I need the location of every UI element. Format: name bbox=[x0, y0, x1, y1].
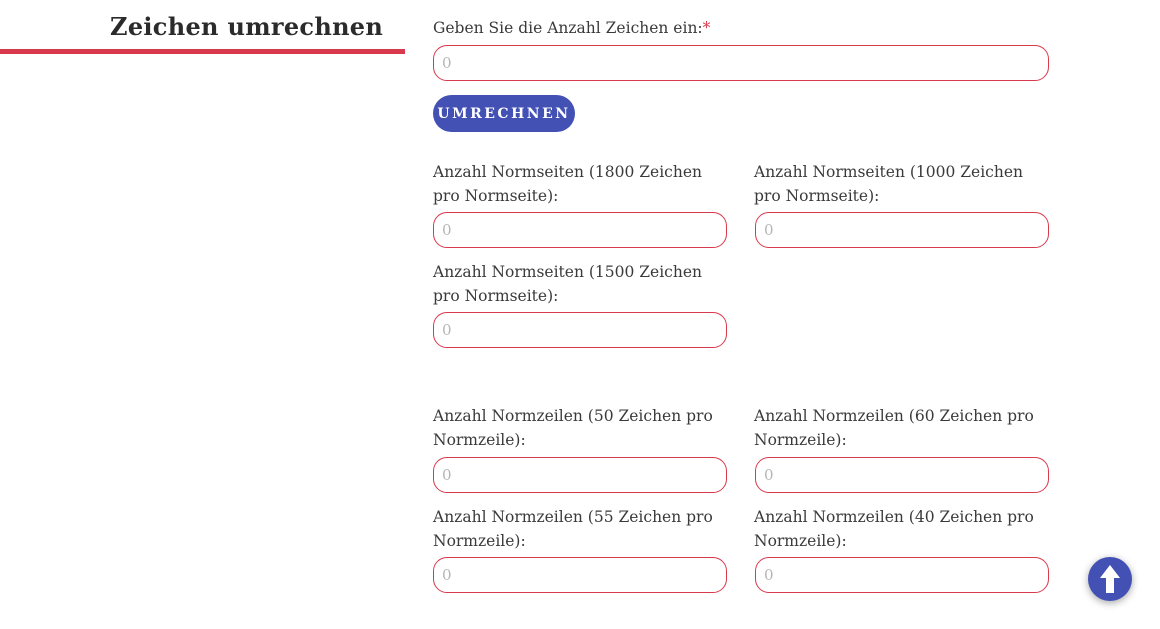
normseiten-1500-label: Anzahl Normseiten (1500 Zeichen pro Normseite): bbox=[433, 263, 702, 305]
character-count-input[interactable] bbox=[433, 45, 1049, 81]
scroll-to-top-button[interactable] bbox=[1088, 557, 1132, 601]
normseiten-1000-field[interactable] bbox=[755, 212, 1049, 248]
normzeilen-60-field[interactable] bbox=[755, 457, 1049, 493]
normseiten-1500-field[interactable] bbox=[433, 312, 727, 348]
normseiten-1800-label: Anzahl Normseiten (1800 Zeichen pro Normseite): bbox=[433, 163, 702, 205]
section-title: Zeichen umrechnen bbox=[110, 12, 384, 41]
normzeilen-50-label: Anzahl Normzeilen (50 Zeichen pro Normzeile): bbox=[433, 407, 713, 449]
normzeilen-40-field[interactable] bbox=[755, 557, 1049, 593]
required-mark: * bbox=[702, 19, 711, 37]
convert-button[interactable]: UMRECHNEN bbox=[433, 95, 575, 132]
normzeilen-60-label: Anzahl Normzeilen (60 Zeichen pro Normzeile): bbox=[754, 407, 1034, 449]
normseiten-1800-field[interactable] bbox=[433, 212, 727, 248]
character-count-label-text: Geben Sie die Anzahl Zeichen ein: bbox=[433, 19, 703, 37]
normzeilen-55-label: Anzahl Normzeilen (55 Zeichen pro Normzeile): bbox=[433, 508, 713, 550]
normzeilen-55-field[interactable] bbox=[433, 557, 727, 593]
normzeilen-40-label: Anzahl Normzeilen (40 Zeichen pro Normzeile): bbox=[754, 508, 1034, 550]
title-underline bbox=[0, 49, 405, 54]
normzeilen-50-field[interactable] bbox=[433, 457, 727, 493]
arrow-up-icon bbox=[1099, 564, 1121, 594]
character-count-label bbox=[433, 17, 1053, 41]
normseiten-1000-label: Anzahl Normseiten (1000 Zeichen pro Normseite): bbox=[754, 163, 1023, 205]
